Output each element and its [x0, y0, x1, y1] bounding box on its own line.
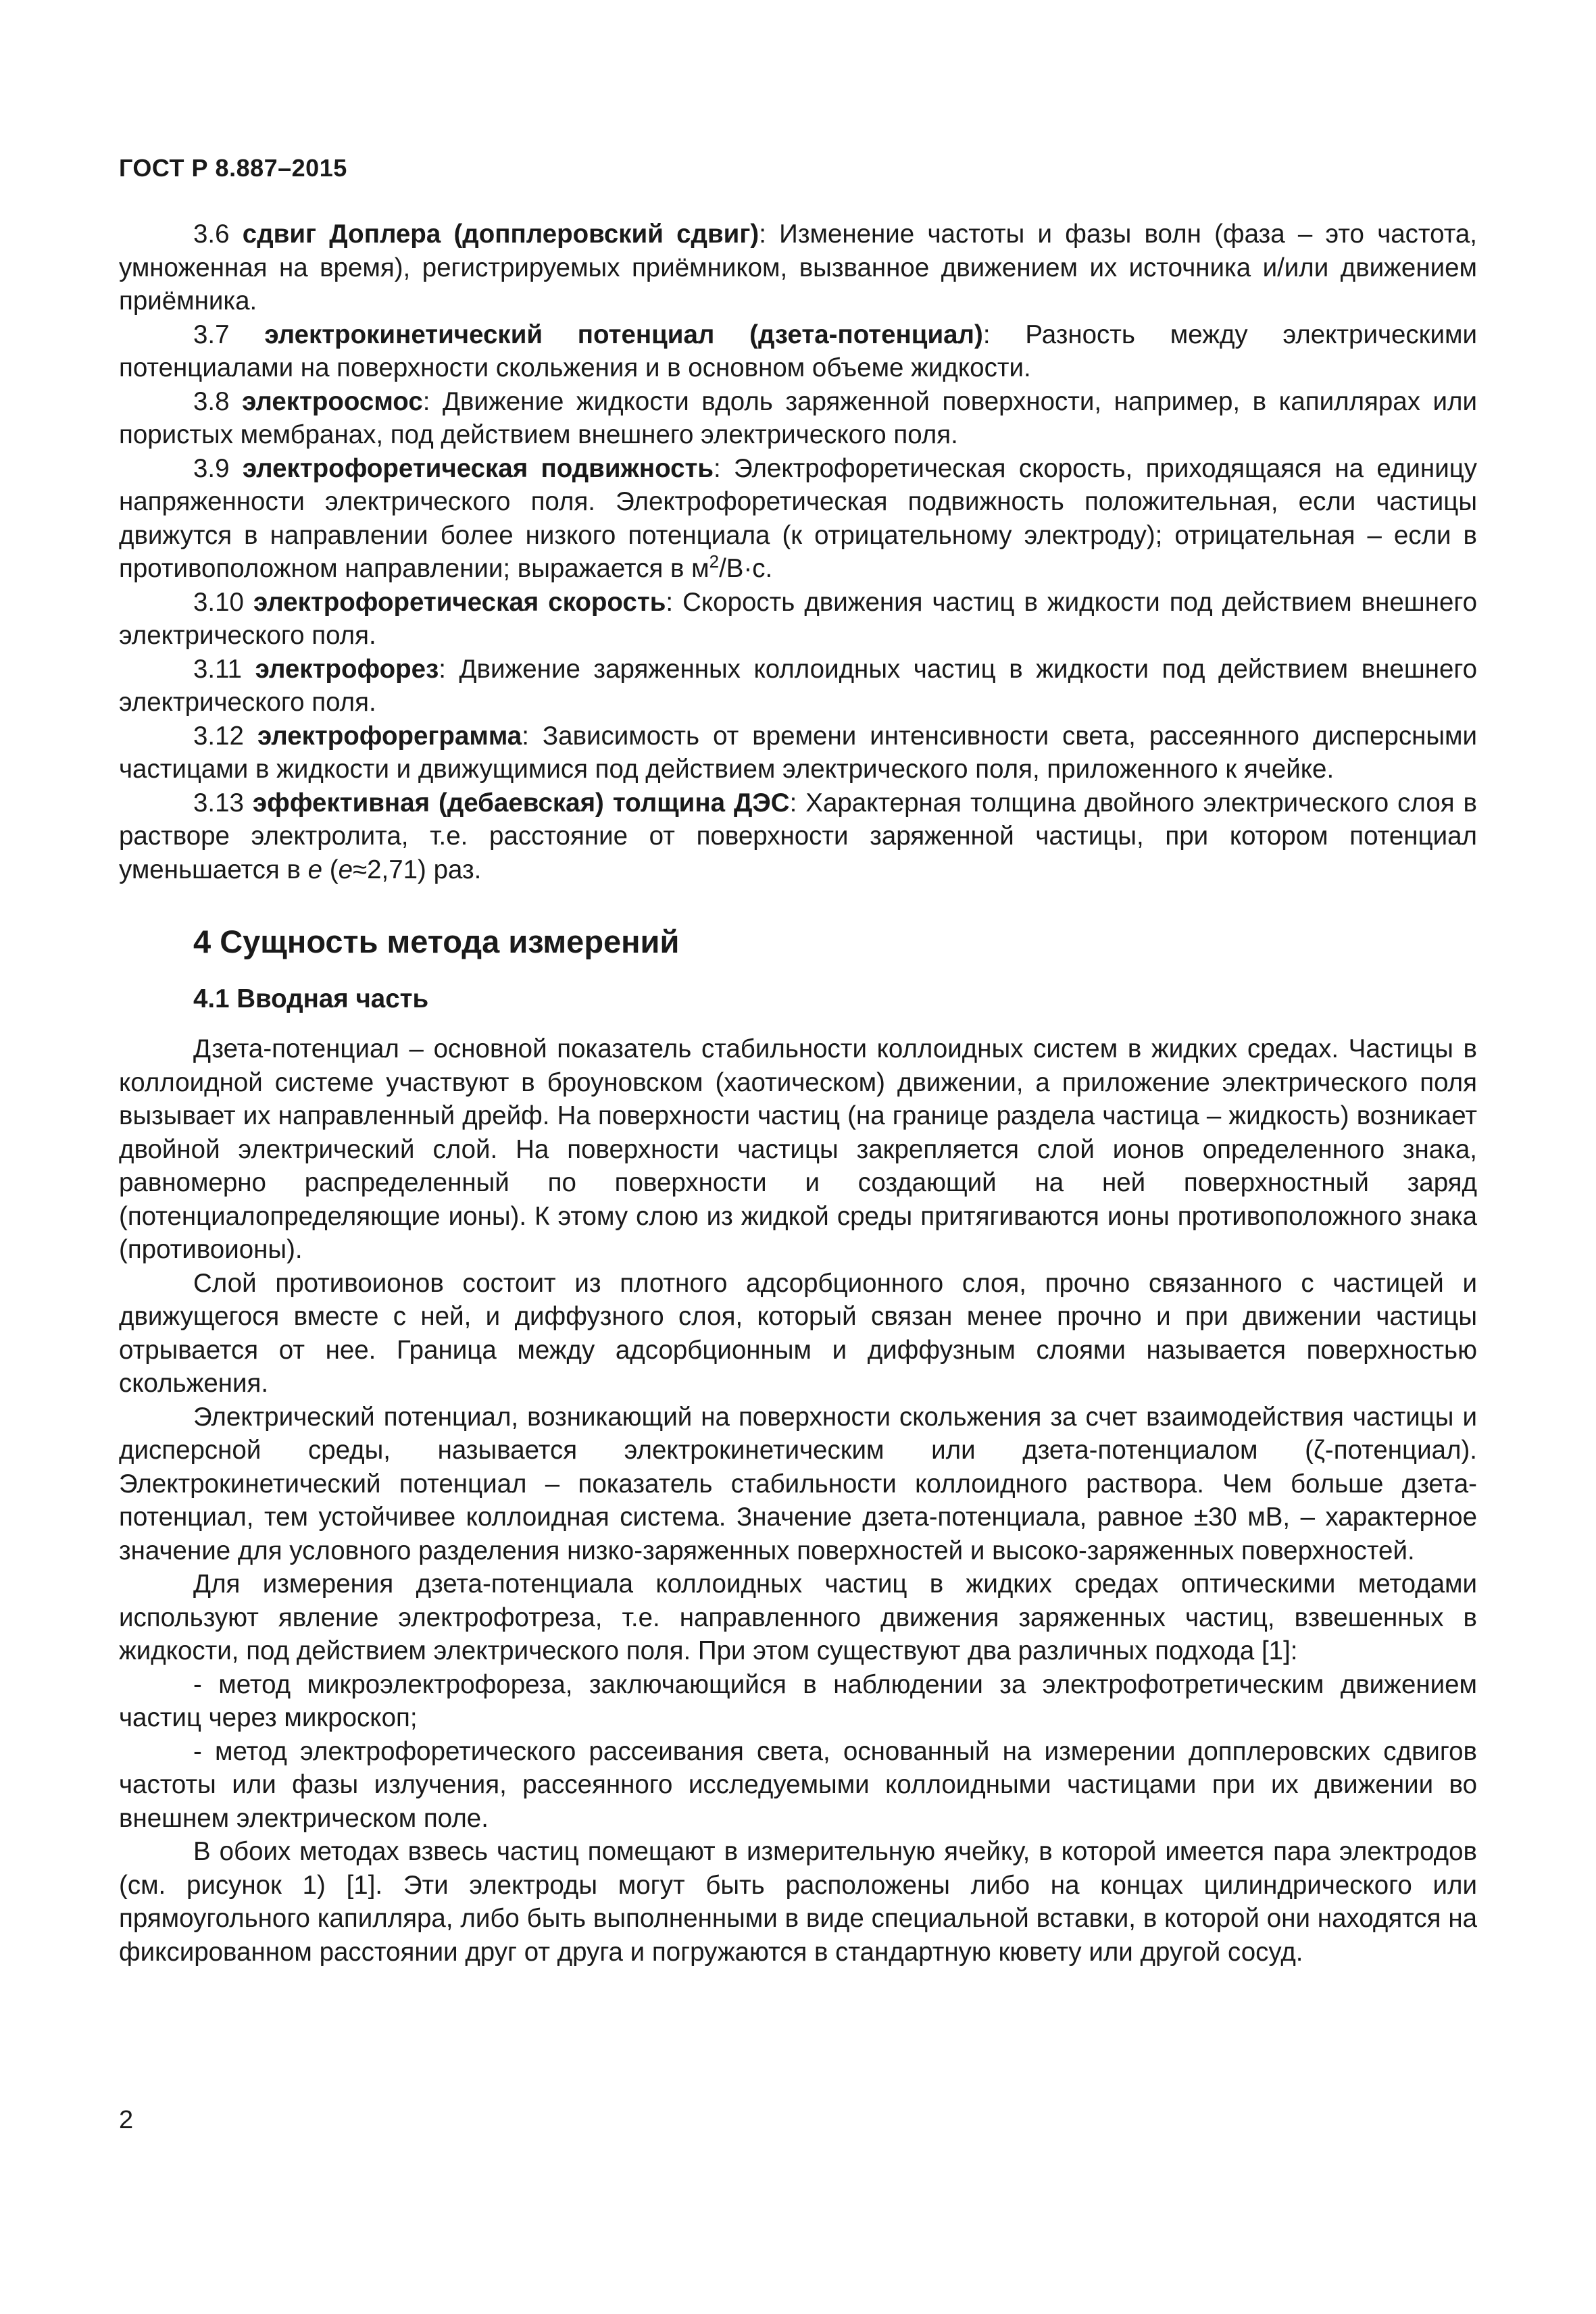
- term-3-12: [119, 720, 1477, 786]
- term-number: 3.11: [193, 654, 243, 684]
- term-definition: : Разность между электрическими потенциалами на поверхности скольжения и в основном объеме жидкости.: [119, 320, 1477, 382]
- document-body: [119, 218, 1477, 1969]
- page-number: 2: [119, 2106, 134, 2134]
- term-3-10: [119, 586, 1477, 653]
- document-header: ГОСТ Р 8.887–2015: [119, 154, 347, 182]
- term-3-7: [119, 318, 1477, 385]
- term-definition-tail: ≈2,71) раз.: [352, 855, 482, 884]
- euler-symbol: e: [307, 855, 323, 884]
- term-name: электрокинетический потенциал (дзета-потенциал): [264, 320, 983, 349]
- list-item: - метод микроэлектрофореза, заключающийся в наблюдении за электрофотретическим движением частиц через микроскоп;: [119, 1669, 1477, 1732]
- section-title: 4 Сущность метода измерений: [193, 924, 680, 959]
- term-3-11: [119, 653, 1477, 720]
- term-name: электрофореграмма: [257, 721, 522, 751]
- term-definition-tail: /В·с.: [719, 554, 773, 583]
- term-name: эффективная (дебаевская) толщина ДЭС: [252, 788, 790, 818]
- term-number: 3.7: [193, 320, 230, 349]
- term-name: электрофорез: [255, 654, 439, 684]
- subsection-title: 4.1 Вводная часть: [193, 984, 429, 1013]
- body-paragraph: Электрический потенциал, возникающий на поверхности скольжения за счет взаимодействия частицы и дисперсной среды, называется электрокинетическим или дзета-потенциалом (ζ-потенциал). Электрокинетический потенциал – показатель стабильности коллоидного раствора. Чем больше дзета-потенциал, тем устойчивее коллоидная система. Значение дзета-потенциала, равное ±30 мВ, – характерное значение для условного разделения низко-заряженных поверхностей и высоко-заряженных поверхностей.: [119, 1402, 1477, 1565]
- term-name: электрофоретическая скорость: [253, 587, 666, 617]
- body-paragraph: В обоих методах взвесь частиц помещают в измерительную ячейку, в которой имеется пара электродов (см. рисунок 1) [1]. Эти электроды могут быть расположены либо на концах цилиндрического или прямоугольного капилляра, либо быть выполненными в виде специальной вставки, в которой они находятся на фиксированном расстоянии друг от друга и погружаются в стандартную кювету или другой сосуд.: [119, 1837, 1477, 1967]
- term-definition: : Характерная толщина двойного электрического слоя в растворе электролита, т.е. расстояние от поверхности заряженной частицы, при котором потенциал уменьшается в: [119, 788, 1477, 884]
- term-3-9: [119, 452, 1477, 586]
- term-definition-mid: (: [322, 855, 339, 884]
- term-3-13: [119, 786, 1477, 887]
- term-number: 3.10: [193, 587, 244, 617]
- body-paragraph: Для измерения дзета-потенциала коллоидных частиц в жидких средах оптическими методами используют явление электрофотреза, т.е. направленного движения заряженных частиц, взвешенных в жидкости, под действием электрического поля. При этом существуют два различных подхода [1]:: [119, 1569, 1477, 1665]
- unit-exponent: 2: [709, 551, 720, 572]
- term-definition: : Движение заряженных коллоидных частиц в жидкости под действием внешнего электрического поля.: [119, 654, 1478, 717]
- euler-symbol: e: [338, 855, 353, 884]
- term-number: 3.6: [193, 220, 230, 249]
- term-3-6: [119, 218, 1477, 318]
- term-3-8: [119, 385, 1477, 452]
- term-name: электроосмос: [242, 386, 423, 416]
- term-number: 3.8: [193, 386, 230, 416]
- term-number: 3.13: [193, 788, 244, 818]
- term-name: электрофоретическая подвижность: [242, 453, 714, 483]
- body-paragraph: Дзета-потенциал – основной показатель стабильности коллоидных систем в жидких средах. Частицы в коллоидной системе участвуют в броуновском (хаотическом) движении, а приложение электрического поля вызывает их направленный дрейф. На поверхности частиц (на границе раздела частица – жидкость) возникает двойной электрический слой. На поверхности частицы закрепляется слой ионов определенного знака, равномерно распределенный по поверхности и создающий на ней поверхностный заряд (потенциалопределяющие ионы). К этому слою из жидкой среды притягиваются ионы противоположного знака (противоионы).: [119, 1034, 1477, 1264]
- term-definition: : Скорость движения частиц в жидкости под действием внешнего электрического поля.: [119, 587, 1477, 650]
- term-definition: : Изменение частоты и фазы волн (фаза – это частота, умноженная на время), регистрируемых приёмником, вызванное движением их источника и/или движением приёмника.: [119, 220, 1478, 316]
- term-definition: : Зависимость от времени интенсивности света, рассеянного дисперсными частицами в жидкости и движущимися под действием электрического поля, приложенного к ячейке.: [119, 721, 1477, 784]
- list-item: - метод электрофоретического рассеивания света, основанный на измерении допплеровских сдвигов частоты или фазы излучения, рассеянного исследуемыми коллоидными частицами при их движении во внешнем электрическом поле.: [119, 1736, 1477, 1833]
- term-definition: : Электрофоретическая скорость, приходящаяся на единицу напряженности электрического поля. Электрофоретическая подвижность положительная, если частицы движутся в направлении более низкого потенциала (к отрицательному электроду); отрицательная – если в противоположном направлении; выражается в м: [119, 453, 1477, 583]
- term-name: сдвиг Доплера (допплеровский сдвиг): [242, 220, 759, 249]
- term-number: 3.12: [193, 721, 244, 751]
- term-number: 3.9: [193, 453, 230, 483]
- term-definition: : Движение жидкости вдоль заряженной поверхности, например, в капиллярах или пористых мембранах, под действием внешнего электрического поля.: [119, 386, 1477, 449]
- body-paragraph: Слой противоионов состоит из плотного адсорбционного слоя, прочно связанного с частицей и движущегося вместе с ней, и диффузного слоя, который связан менее прочно и при движении частицы отрывается от нее. Граница между адсорбционным и диффузным слоями называется поверхностью скольжения.: [119, 1268, 1477, 1398]
